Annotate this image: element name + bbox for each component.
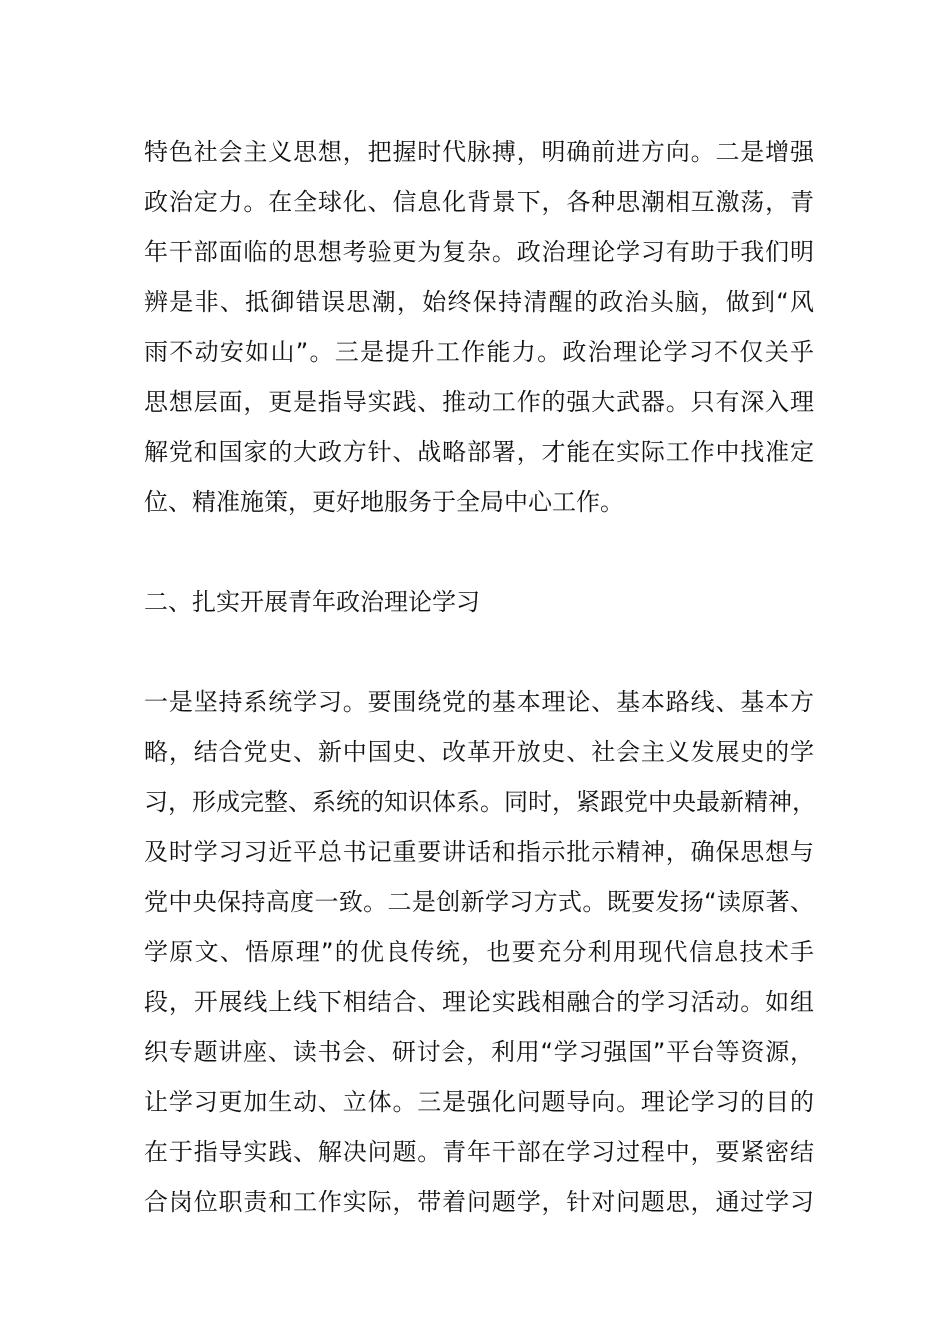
text-line: 解党和国家的大政方针、战略部署，才能在实际工作中找准定 xyxy=(144,438,814,466)
text-line: 略，结合党史、新中国史、改革开放史、社会主义发展史的学 xyxy=(144,738,814,766)
text-line: 织专题讲座、读书会、研讨会，利用“学习强国”平台等资源， xyxy=(144,1038,814,1066)
text-line: 学原文、悟原理”的优良传统，也要充分利用现代信息技术手 xyxy=(144,938,814,966)
text-line: 合岗位职责和工作实际，带着问题学，针对问题思，通过学习 xyxy=(144,1188,814,1216)
paragraph-gap xyxy=(144,627,814,677)
text-line: 习，形成完整、系统的知识体系。同时，紧跟党中央最新精神， xyxy=(144,788,816,816)
text-line: 思想层面，更是指导实践、推动工作的强大武器。只有深入理 xyxy=(144,388,814,416)
text-line: 年干部面临的思想考验更为复杂。政治理论学习有助于我们明 xyxy=(144,238,814,266)
document-body xyxy=(144,127,814,1227)
text-line: 让学习更加生动、立体。三是强化问题导向。理论学习的目的 xyxy=(144,1088,814,1116)
paragraph-gap xyxy=(144,527,814,577)
text-line: 党中央保持高度一致。二是创新学习方式。既要发扬“读原著、 xyxy=(144,888,814,916)
paragraph-2 xyxy=(144,677,814,1227)
text-line: 段，开展线上线下相结合、理论实践相融合的学习活动。如组 xyxy=(144,988,814,1016)
text-line: 政治定力。在全球化、信息化背景下，各种思潮相互激荡，青 xyxy=(144,188,814,216)
paragraph-1 xyxy=(144,127,814,527)
text-line: 雨不动安如山”。三是提升工作能力。政治理论学习不仅关乎 xyxy=(144,338,814,366)
text-line: 辨是非、抵御错误思潮，始终保持清醒的政治头脑，做到“风 xyxy=(144,288,814,316)
text-line: 在于指导实践、解决问题。青年干部在学习过程中，要紧密结 xyxy=(144,1138,814,1166)
text-line: 及时学习习近平总书记重要讲话和指示批示精神，确保思想与 xyxy=(144,838,814,866)
section-heading: 二、扎实开展青年政治理论学习 xyxy=(144,588,480,616)
text-line: 一是坚持系统学习。要围绕党的基本理论、基本路线、基本方 xyxy=(144,688,814,716)
text-line: 位、精准施策，更好地服务于全局中心工作。 xyxy=(144,488,624,516)
text-line: 特色社会主义思想，把握时代脉搏，明确前进方向。二是增强 xyxy=(144,138,814,166)
